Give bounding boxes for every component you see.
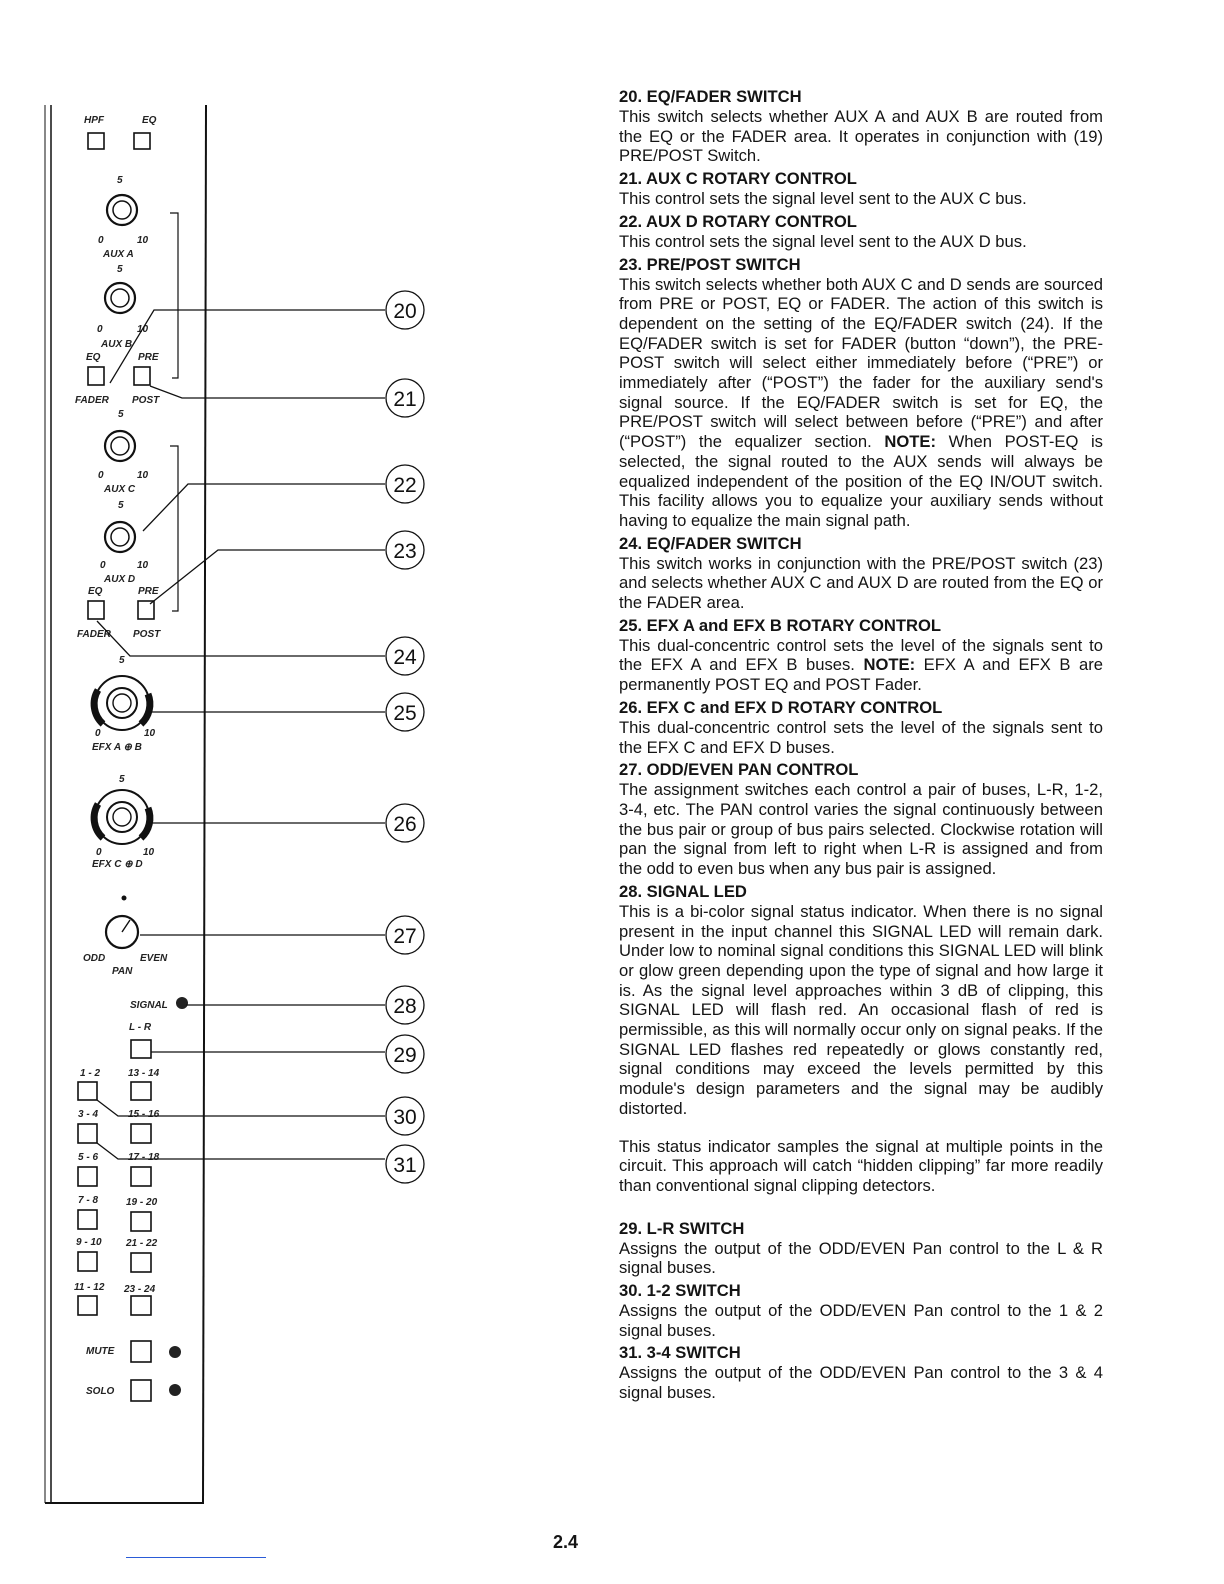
callout-20: [386, 291, 424, 329]
efx-cd-dual-knob[interactable]: [94, 790, 150, 844]
efx-ab-dual-knob[interactable]: [94, 676, 150, 730]
aux-d-zero-mark: 0: [100, 560, 106, 571]
bus-13-14-label: 13 - 14: [128, 1068, 160, 1079]
callout-22-number: 22: [393, 474, 417, 497]
section-21-title: 21. AUX C ROTARY CONTROL: [619, 169, 857, 189]
efx-ab-max-mark: 5: [119, 655, 125, 666]
callout-30-number: 30: [393, 1106, 417, 1129]
solo-label: SOLO: [86, 1386, 115, 1397]
section-30-title: 30. 1-2 SWITCH: [619, 1281, 741, 1301]
bus-7-8-label: 7 - 8: [78, 1195, 99, 1206]
efx-cd-zero-mark: 0: [96, 847, 102, 858]
section-30: [619, 1280, 1103, 1340]
section-29-title: 29. L-R SWITCH: [619, 1218, 745, 1238]
eq-label: EQ: [142, 115, 157, 126]
section-25-body-b: EFX A and EFX B are permanently POST EQ and POST Fader.: [619, 655, 1103, 695]
bus-9-10-label: 9 - 10: [76, 1237, 102, 1248]
description-column: [619, 86, 1103, 1405]
efx-cd-label: EFX C ⊕ D: [92, 859, 143, 870]
section-31-title: 31. 3-4 SWITCH: [619, 1343, 741, 1363]
bus-11-12-label: 11 - 12: [74, 1282, 105, 1293]
section-22-body: This control sets the signal level sent to the AUX D bus.: [619, 231, 1027, 251]
bus-7-8-switch[interactable]: [78, 1210, 97, 1229]
mute-label: MUTE: [86, 1346, 115, 1357]
bus-17-18-label: 17 - 18: [128, 1152, 160, 1163]
signal-label: SIGNAL: [130, 1000, 168, 1011]
bus-3-4-switch[interactable]: [78, 1124, 97, 1143]
callout-31-number: 31: [393, 1154, 417, 1177]
hpf-switch[interactable]: [88, 133, 104, 149]
aux-a-max-mark: 5: [117, 175, 123, 186]
eq-switch[interactable]: [134, 133, 150, 149]
callout-21-number: 21: [393, 388, 417, 411]
callout-23: [386, 531, 424, 569]
aux-a-label: AUX A: [103, 249, 134, 260]
section-27-title: 27. ODD/EVEN PAN CONTROL: [619, 760, 859, 780]
section-28-title: 28. SIGNAL LED: [619, 881, 747, 901]
efx-ab-ten-mark: 10: [144, 728, 156, 739]
bus-13-14-switch[interactable]: [131, 1082, 151, 1100]
bus-15-16-switch[interactable]: [131, 1124, 151, 1143]
callout-28: [386, 986, 424, 1024]
section-27: [619, 759, 1103, 879]
section-20-body: This switch selects whether AUX A and AUX B are routed from the EQ or the FADER area. It operates in conjunction with (19) PRE/POST Switch.: [619, 107, 1103, 166]
aux-d-max-mark: 5: [118, 500, 124, 511]
section-23-body: [619, 275, 1103, 531]
section-26-body: This dual-concentric control sets the level of the signals sent to the EFX C and EFX D buses.: [619, 717, 1103, 757]
efx-cd-max-mark: 5: [119, 774, 125, 785]
bus-17-18-switch[interactable]: [131, 1167, 151, 1186]
aux-d-knob[interactable]: [105, 522, 135, 552]
bus-21-22-switch[interactable]: [131, 1253, 151, 1272]
callout-24: [386, 637, 424, 675]
section-20: [619, 86, 1103, 166]
section-24: [619, 533, 1103, 613]
section-23: [619, 254, 1103, 531]
status-indicator-paragraph: This status indicator samples the signal at multiple points in the circuit. This approach will catch “hidden clipping” far more readily than conventional signal clipping detectors.: [619, 1136, 1103, 1195]
section-22-title: 22. AUX D ROTARY CONTROL: [619, 211, 857, 231]
section-23-body-b: When POST-EQ is selected, the signal routed to the AUX sends will always be equalized independent of the position of the EQ IN/OUT switch. This facility allows you to equalize your auxiliary sends without having to equalize the main signal path.: [619, 432, 1103, 530]
section-24-body: This switch works in conjunction with the PRE/POST switch (23) and selects whether AUX C and AUX D are routed from the EQ or the FADER area.: [619, 553, 1103, 613]
callout-25: [386, 693, 424, 731]
aux-c-ten-mark: 10: [137, 470, 149, 481]
callout-22: [386, 465, 424, 503]
section-25-body: [619, 636, 1103, 695]
aux-b-max-mark: 5: [117, 264, 123, 275]
section-23-title: 23. PRE/POST SWITCH: [619, 254, 801, 274]
callout-27: [386, 916, 424, 954]
aux-a-ten-mark: 10: [137, 235, 149, 246]
callout-21: [386, 379, 424, 417]
callout-29: [386, 1035, 424, 1073]
callout-26-number: 26: [393, 813, 417, 836]
section-27-body: The assignment switches each control a pair of buses, L-R, 1-2, 3-4, etc. The PAN control varies the signal continuously between the bus pair or group of bus pairs selected. Clockwise rotation will pan the signal from left to right when L-R is assigned and from the odd to even bus when any bus pair is assigned.: [619, 780, 1103, 879]
aux-c-zero-mark: 0: [98, 470, 104, 481]
callout-30: [386, 1097, 424, 1135]
section-31-body: Assigns the output of the ODD/EVEN Pan control to the 3 & 4 signal buses.: [619, 1363, 1103, 1403]
section-25-body-a: This dual-concentric control sets the level of the signals sent to the EFX A and EFX B buses.: [619, 635, 1103, 675]
section-28: [619, 881, 1103, 1119]
aux-b-zero-mark: 0: [97, 324, 103, 335]
section-24-title: 24. EQ/FADER SWITCH: [619, 533, 802, 553]
pre-label-2: PRE: [138, 586, 159, 597]
section-21: [619, 168, 1103, 209]
aux-ab-eq-fader-switch[interactable]: [88, 367, 104, 385]
efx-ab-zero-mark: 0: [95, 728, 101, 739]
bus-1-2-switch[interactable]: [78, 1082, 97, 1100]
eq-route-label-2: EQ: [88, 586, 103, 597]
section-26-title: 26. EFX C and EFX D ROTARY CONTROL: [619, 697, 943, 717]
pan-label: PAN: [112, 966, 133, 977]
callout-29-number: 29: [393, 1044, 417, 1067]
bus-11-12-switch[interactable]: [78, 1296, 97, 1315]
mute-led: [169, 1346, 181, 1358]
aux-ab-pre-post-switch[interactable]: [134, 367, 150, 385]
callout-20-number: 20: [393, 300, 417, 323]
lr-switch[interactable]: [131, 1040, 151, 1058]
solo-led: [169, 1384, 181, 1396]
section-25-note: NOTE:: [863, 655, 916, 675]
callout-25-number: 25: [393, 702, 417, 725]
aux-b-label: AUX B: [101, 339, 133, 350]
post-label-2: POST: [133, 629, 161, 640]
eq-route-label: EQ: [86, 352, 101, 363]
bus-19-20-label: 19 - 20: [126, 1197, 158, 1208]
bus-23-24-switch[interactable]: [131, 1296, 151, 1315]
efx-ab-label: EFX A ⊕ B: [92, 742, 142, 753]
signal-led: [176, 997, 188, 1009]
section-23-note: NOTE:: [884, 432, 936, 452]
section-30-body: Assigns the output of the ODD/EVEN Pan control to the 1 & 2 signal buses.: [619, 1301, 1103, 1340]
page-number: 2.4: [553, 1532, 579, 1552]
solo-switch[interactable]: [131, 1380, 151, 1401]
aux-c-knob[interactable]: [105, 431, 135, 461]
bus-5-6-switch[interactable]: [78, 1167, 97, 1186]
efx-cd-ten-mark: 10: [143, 847, 155, 858]
footer-rule: [126, 1557, 266, 1558]
aux-b-knob[interactable]: [105, 283, 135, 313]
bus-1-2-label: 1 - 2: [80, 1068, 101, 1079]
bus-5-6-label: 5 - 6: [78, 1152, 99, 1163]
aux-a-knob[interactable]: [107, 195, 137, 225]
post-label: POST: [132, 395, 160, 406]
section-21-body: This control sets the signal level sent to the AUX C bus.: [619, 189, 1027, 209]
section-20-title: 20. EQ/FADER SWITCH: [619, 87, 802, 106]
section-25: [619, 615, 1103, 695]
aux-c-max-mark: 5: [118, 409, 124, 420]
fader-label-2: FADER: [77, 629, 111, 640]
section-25-title: 25. EFX A and EFX B ROTARY CONTROL: [619, 615, 942, 635]
lr-label: L - R: [129, 1022, 152, 1033]
fader-label: FADER: [75, 395, 109, 406]
callout-31: [386, 1145, 424, 1183]
bus-3-4-label: 3 - 4: [78, 1109, 99, 1120]
section-22: [619, 211, 1103, 252]
aux-cd-eq-fader-switch[interactable]: [88, 601, 104, 619]
pan-center-dot: [122, 896, 127, 901]
callout-28-number: 28: [393, 995, 417, 1018]
callout-23-number: 23: [393, 540, 417, 563]
aux-c-label: AUX C: [104, 484, 136, 495]
aux-b-ten-mark: 10: [137, 324, 149, 335]
aux-d-ten-mark: 10: [137, 560, 149, 571]
aux-cd-pre-post-switch[interactable]: [138, 601, 154, 619]
section-31: [619, 1342, 1103, 1402]
section-29-body: Assigns the output of the ODD/EVEN Pan control to the L & R signal buses.: [619, 1238, 1103, 1278]
odd-label: ODD: [83, 953, 106, 964]
section-28-body: This is a bi-color signal status indicator. When there is no signal present in the input channel this SIGNAL LED will remain dark. Under low to nominal signal conditions this SIGNAL LED will blink or glow green depending upon the type of signal and how large it is. As the signal level approaches within 3 dB of clipping, this SIGNAL LED will flash red. An occasional flash of red is permissible, as this will normally occur only on signal peaks. If the SIGNAL LED flashes red repeatedly or glows constantly red, signal conditions may exceed the levels permitted by this module's design parameters and the signal may be audibly distorted.: [619, 901, 1103, 1118]
section-23-body-a: This switch selects whether both AUX C and D sends are sourced from PRE or POST, EQ or FADER. The action of this switch is dependent on the setting of the EQ/FADER switch (24). If the EQ/FADER switch is set for FADER (button “down”), the PRE-POST switch will select either immediately before (“PRE”) or immediately after (“POST”) the fader for the auxiliary send's signal source. If the EQ/FADER switch is set for EQ, the PRE/POST switch will select between before (“PRE”) and after (“POST”) the equalizer section.: [619, 274, 1103, 452]
mute-switch[interactable]: [131, 1341, 151, 1362]
pre-label: PRE: [138, 352, 159, 363]
pan-knob[interactable]: [106, 916, 138, 948]
hpf-label: HPF: [84, 115, 104, 126]
callout-27-number: 27: [393, 925, 417, 948]
aux-a-zero-mark: 0: [98, 235, 104, 246]
bus-21-22-label: 21 - 22: [126, 1238, 158, 1249]
callout-26: [386, 804, 424, 842]
bus-19-20-switch[interactable]: [131, 1212, 151, 1231]
even-label: EVEN: [140, 953, 168, 964]
bus-23-24-label: 23 - 24: [124, 1284, 156, 1295]
bus-15-16-label: 15 - 16: [128, 1109, 160, 1120]
aux-d-label: AUX D: [104, 574, 136, 585]
callout-24-number: 24: [393, 646, 417, 669]
section-26: [619, 697, 1103, 757]
bus-9-10-switch[interactable]: [78, 1252, 97, 1271]
section-29: [619, 1218, 1103, 1278]
